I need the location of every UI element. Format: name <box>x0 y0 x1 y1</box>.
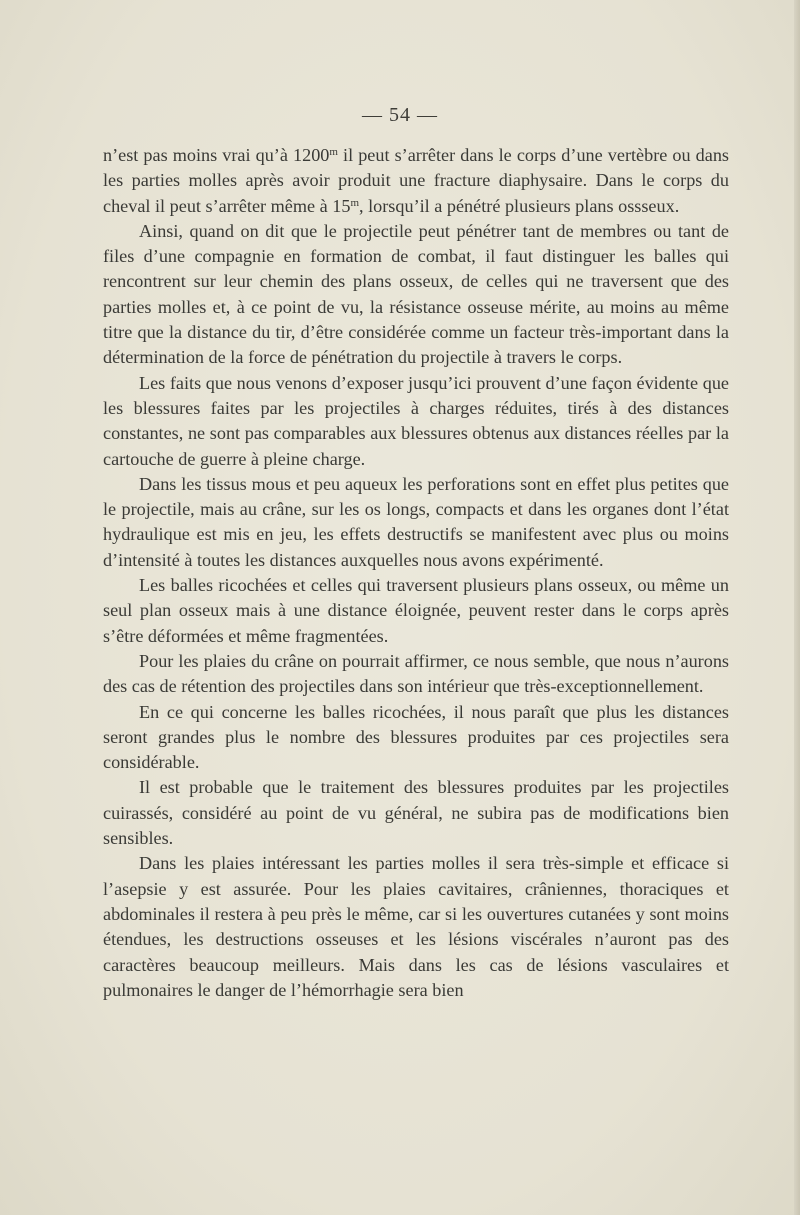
paragraph: Il est probable que le traitement des blessures produites par les projectiles cuirassés, considéré au point de vu général, ne subira pas de modifications bien sensibles. <box>103 777 729 849</box>
paragraph-continuation <box>103 143 729 219</box>
paragraph: Ainsi, quand on dit que le projectile peut pénétrer tant de membres ou tant de files d’une compagnie en formation de combat, il faut distinguer les balles qui rencontrent sur leur chemin des plans osseux, de celles qui ne traversent que des parties molles et, à ce point de vu, la résistance osseuse mérite, au moins au même titre que la distance du tir, d’être considérée comme un facteur très-important dans la détermination de la force de pénétration du projectile à travers le corps. <box>103 220 729 368</box>
paragraph: En ce qui concerne les balles ricochées, il nous paraît que plus les distances seront grandes plus le nombre des blessures produites par ces projectiles sera considérable. <box>103 701 729 773</box>
paragraph: Les balles ricochées et celles qui traversent plusieurs plans osseux, ou même un seul plan osseux mais à une distance éloignée, peuvent rester dans le corps après s’être déformées et même fragmentées. <box>103 575 729 646</box>
unit-superscript: m <box>350 196 359 209</box>
paragraph: Pour les plaies du crâne on pourrait affirmer, ce nous semble, que nous n’aurons des cas de rétention des projectiles dans son intérieur que très-exceptionnellement. <box>103 650 729 697</box>
body-text <box>103 143 729 1003</box>
paragraph-1-part-2: il peut s’arrêter dans le corps d’une vertèbre ou dans les parties molles après avoir produit une fracture diaphysaire. Dans le corps du cheval il peut s’arrêter même à 15 <box>103 145 730 216</box>
paragraph: Les faits que nous venons d’exposer jusqu’ici prouvent d’une façon évidente que les blessures faites par les projectiles à charges réduites, tirés à des distances constantes, ne sont pas comparables aux blessures obtenus aux distances réelles par la cartouche de guerre à pleine charge. <box>103 372 729 469</box>
paragraph-1-part-1: n’est pas moins vrai qu’à 1200 <box>103 145 330 165</box>
paragraph-1-part-3: , lorsqu’il a pénétré plusieurs plans ossseux. <box>359 195 680 216</box>
paragraph: Dans les tissus mous et peu aqueux les perforations sont en effet plus petites que le projectile, mais au crâne, sur les os longs, compacts et dans les organes dont l’état hydraulique est mis en jeu, les effets destructifs se manifestent avec plus ou moins d’intensité à toutes les distances auxquelles nous avons expérimenté. <box>103 473 729 570</box>
page-number: — 54 — <box>362 104 438 126</box>
unit-superscript: m <box>329 146 338 158</box>
paragraph: Dans les plaies intéressant les parties molles il sera très-simple et efficace si l’asepsie y est assurée. Pour les plaies cavitaires, crâniennes, thoraciques et abdominales il restera à peu près le même, car si les ouvertures cutanées y sont moins étendues, les destructions osseuses et les lésions viscérales n’auront pas des caractères beaucoup meilleurs. Mais dans les cas de lésions vasculaires et pulmonaires le danger de l’hémorrhagie sera bien <box>103 853 729 1000</box>
page-edge <box>794 0 800 1215</box>
